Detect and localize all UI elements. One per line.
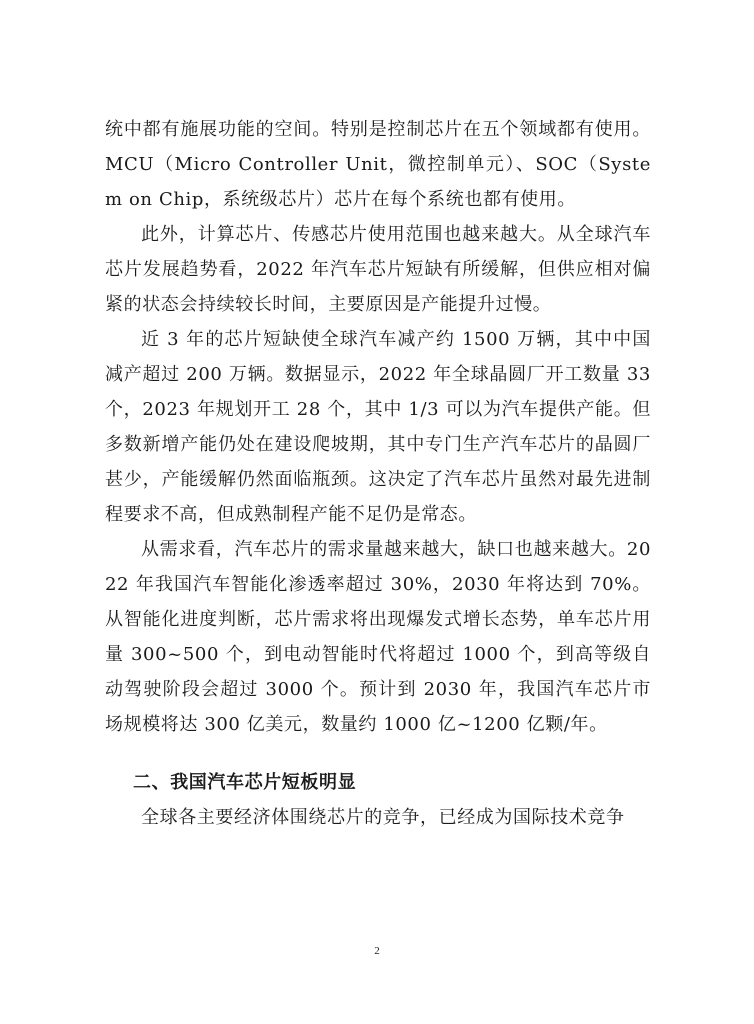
paragraph-5: 全球各主要经济体围绕芯片的竞争，已经成为国际技术竞争: [141, 807, 625, 828]
page-number: 2: [374, 945, 380, 957]
section-heading: 二、我国汽车芯片短板明显: [133, 772, 357, 793]
paragraph-3: 近 3 年的芯片短缺使全球汽车减产约 1500 万辆，其中中国减产超过 200 万辆。数据显示，2022 年全球晶圆厂开工数量 33 个，2023 年规划开工 28 个，其中 1/3 可以为汽车提供产能。但多数新增产能仍处在建设爬坡期，其中专门生产汽车芯片的晶圆厂甚少，产能缓解仍然面临瓶颈。这决定了汽车芯片虽然对最先进制程要求不高，但成熟制程产能不足仍是常态。: [105, 329, 651, 525]
paragraph-4: 从需求看，汽车芯片的需求量越来越大，缺口也越来越大。2022 年我国汽车智能化渗透率超过 30%，2030 年将达到 70%。从智能化进度判断，芯片需求将出现爆发式增长态势，单车芯片用量 300~500 个，到电动智能时代将超过 1000 个，到高等级自动驾驶阶段会超过 3000 个。预计到 2030 年，我国汽车芯片市场规模将达 300 亿美元，数量约 1000 亿~1200 亿颗/年。: [105, 539, 651, 735]
paragraph-2: 此外，计算芯片、传感芯片使用范围也越来越大。从全球汽车芯片发展趋势看，2022 年汽车芯片短缺有所缓解，但供应相对偏紧的状态会持续较长时间，主要原因是产能提升过慢。: [105, 224, 651, 315]
page-body: [105, 112, 651, 835]
paragraph-1: 统中都有施展功能的空间。特别是控制芯片在五个领域都有使用。MCU（Micro Controller Unit，微控制单元）、SOC（System on Chip，系统级芯片）芯片在每个系统也都有使用。: [105, 119, 651, 210]
